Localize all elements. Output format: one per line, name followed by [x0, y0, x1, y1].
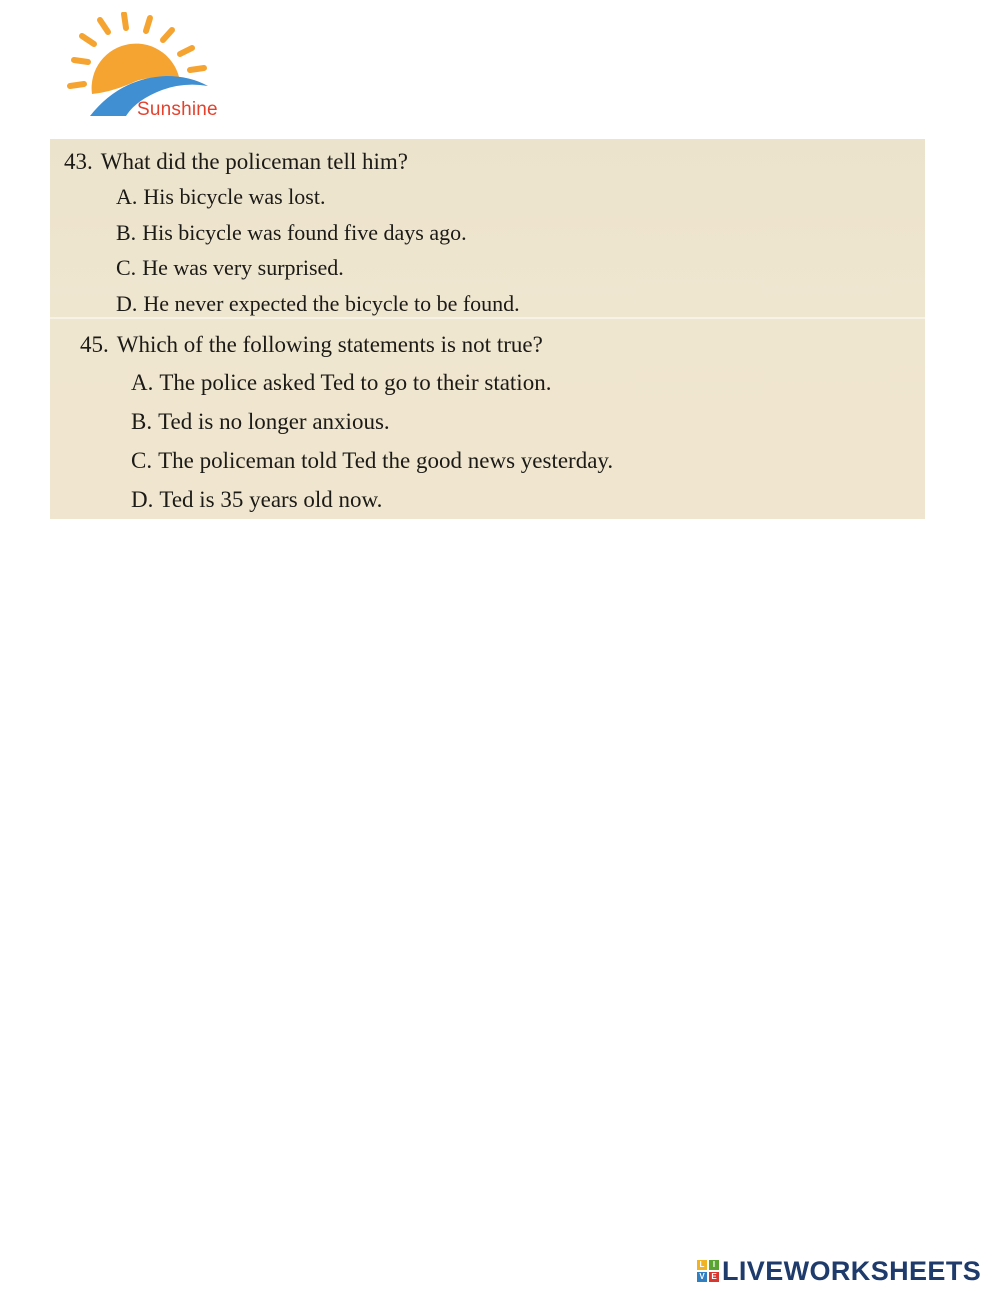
- question-text: What did the policeman tell him?: [100, 149, 408, 174]
- option-b: B. His bicycle was found five days ago.: [116, 219, 467, 245]
- tile-i: I: [709, 1260, 719, 1270]
- question-text: Which of the following statements is not true?: [116, 332, 543, 357]
- option-c: C. The policeman told Ted the good news yesterday.: [131, 448, 614, 473]
- option-c: C. He was very surprised.: [116, 255, 344, 280]
- option-d: D. He never expected the bicycle to be found.: [116, 290, 520, 316]
- option-d: D. Ted is 35 years old now.: [131, 487, 383, 512]
- tile-v: V: [697, 1272, 707, 1282]
- tile-e: E: [709, 1272, 719, 1282]
- option-a: A. The police asked Ted to go to their station.: [131, 370, 552, 395]
- question-title: [64, 145, 520, 179]
- question-45: [80, 327, 613, 519]
- question-scan: [50, 139, 925, 519]
- question-43: [64, 145, 520, 321]
- liveworksheets-logo: [697, 1256, 981, 1286]
- question-number: 45.: [80, 332, 109, 357]
- brand-name: Sunshine: [137, 99, 218, 120]
- option-a: A. His bicycle was lost.: [116, 184, 326, 209]
- tile-l: L: [697, 1260, 707, 1270]
- option-b: B. Ted is no longer anxious.: [131, 409, 390, 434]
- question-number: 43.: [64, 149, 93, 174]
- footer-brand-text: LIVEWORKSHEETS: [722, 1255, 982, 1286]
- question-title: [80, 327, 613, 363]
- live-tiles-icon: [697, 1260, 719, 1282]
